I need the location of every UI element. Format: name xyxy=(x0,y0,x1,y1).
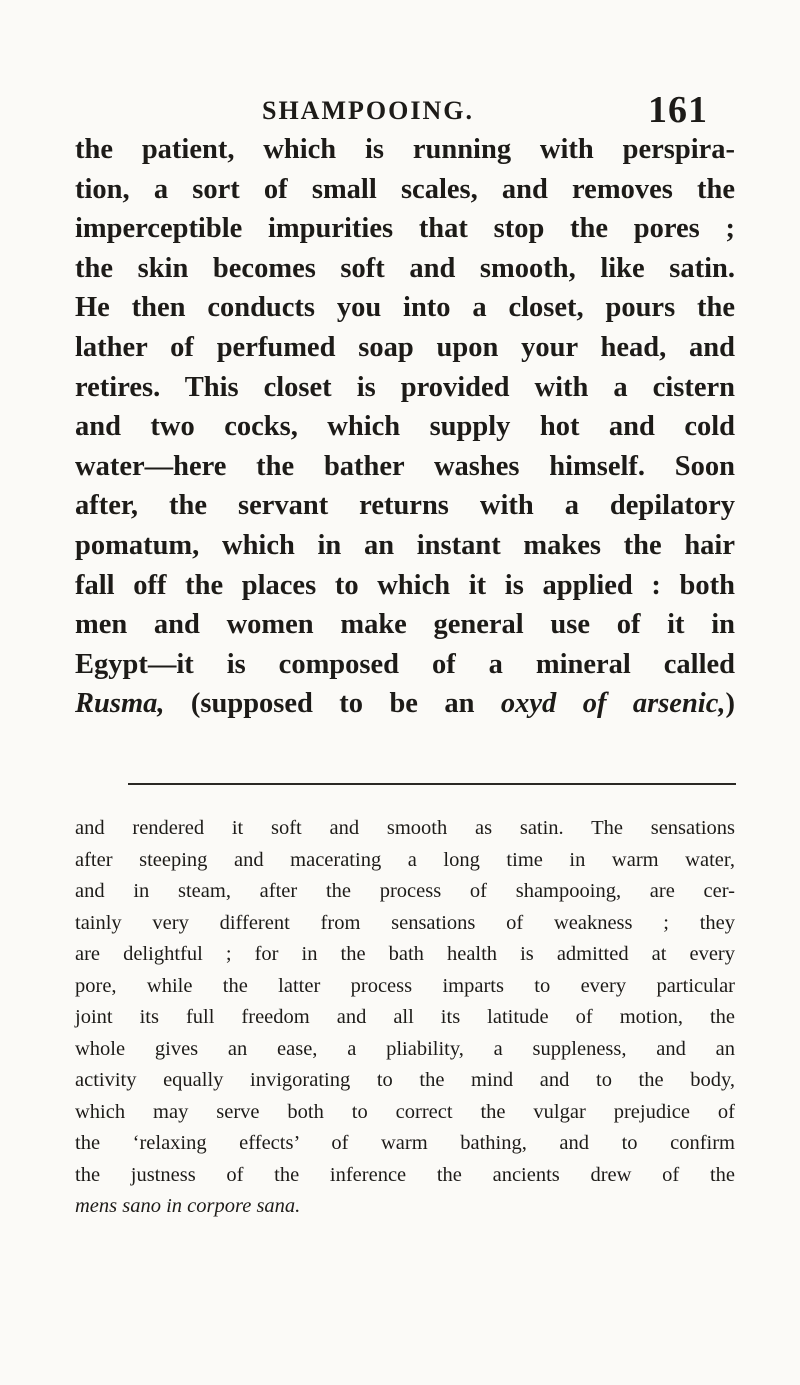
text-line: after, the servant returns with a depilatory xyxy=(75,490,735,522)
text-line: pomatum, which in an instant makes the hair xyxy=(75,529,735,561)
note-line: which may serve both to correct the vulgar prejudice of xyxy=(75,1100,735,1123)
note-line-final: mens sano in corpore sana. xyxy=(75,1195,301,1217)
plain-text: ) xyxy=(725,688,736,720)
text-line: the patient, which is running with perspira- xyxy=(75,134,735,165)
italic-term-rusma: Rusma, xyxy=(75,688,165,720)
running-head xyxy=(0,88,800,131)
running-title: SHAMPOOING. xyxy=(262,96,474,125)
text-line: water—here the bather washes himself. Soon xyxy=(75,450,735,482)
page-number: 161 xyxy=(648,89,708,131)
note-line: whole gives an ease, a pliability, a suppleness, and an xyxy=(75,1037,735,1060)
italic-term-oxyd: oxyd of arsenic, xyxy=(500,688,726,720)
text-line: imperceptible impurities that stop the pores ; xyxy=(75,213,735,245)
note-line: tainly very different from sensations of weakness ; they xyxy=(75,911,735,934)
text-line: Egypt—it is composed of a mineral called xyxy=(75,648,735,680)
text-line: tion, a sort of small scales, and removes the xyxy=(75,173,735,205)
note-line: and rendered it soft and smooth as satin. The sensations xyxy=(75,817,735,839)
note-line: after steeping and macerating a long time in warm water, xyxy=(75,848,735,871)
text-line-last xyxy=(75,684,735,724)
text-line: men and women make general use of it in xyxy=(75,609,735,641)
note-line: joint its full freedom and all its latitude of motion, the xyxy=(75,1006,735,1028)
note-line: pore, while the latter process imparts to every particular xyxy=(75,974,735,997)
text-line: He then conducts you into a closet, pours the xyxy=(75,292,735,324)
plain-text: (supposed to be an xyxy=(164,688,501,720)
note-line: and in steam, after the process of shampooing, are cer- xyxy=(75,880,735,902)
text-line: the skin becomes soft and smooth, like satin. xyxy=(75,252,735,284)
note-line: are delightful ; for in the bath health is admitted at every xyxy=(75,943,735,965)
footnote-text xyxy=(75,813,735,1223)
main-body-text xyxy=(75,130,735,724)
note-line: activity equally invigorating to the mind and to the body, xyxy=(75,1069,735,1091)
text-line: lather of perfumed soap upon your head, and xyxy=(75,331,735,363)
text-line: and two cocks, which supply hot and cold xyxy=(75,411,735,443)
text-line: fall off the places to which it is applied : both xyxy=(75,569,735,601)
text-line: retires. This closet is provided with a cistern xyxy=(75,371,735,403)
footnote-divider xyxy=(128,783,736,785)
note-line: the ‘relaxing effects’ of warm bathing, and to confirm xyxy=(75,1132,735,1154)
note-line: the justness of the inference the ancients drew of the xyxy=(75,1163,735,1186)
